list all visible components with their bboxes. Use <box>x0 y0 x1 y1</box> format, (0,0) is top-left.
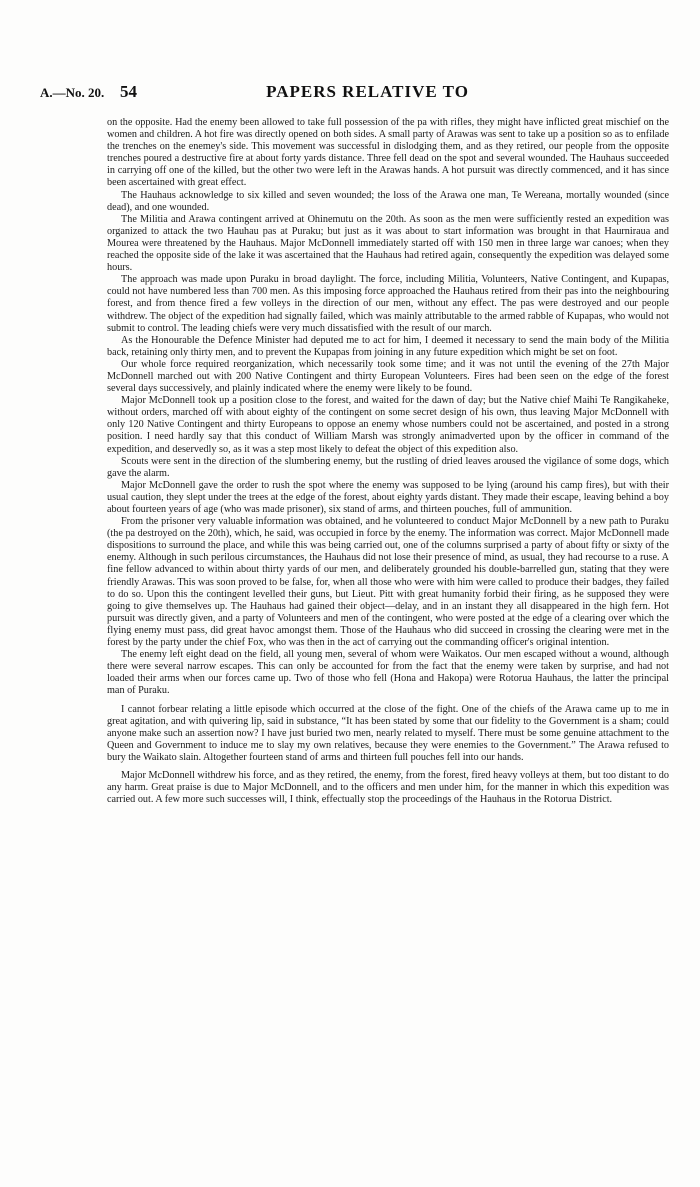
paragraph: Scouts were sent in the direction of the slumbering enemy, but the rustling of dried leaves aroused the vigilance of some dogs, which gave the alarm. <box>107 455 669 479</box>
paragraph: As the Honourable the Defence Minister had deputed me to act for him, I deemed it necessary to send the main body of the Militia back, retaining only thirty men, and to prevent the Kupapas from joining in any future expedition which might be set on foot. <box>107 334 669 358</box>
paragraph: The Hauhaus acknowledge to six killed and seven wounded; the loss of the Arawa one man, Te Wereana, mortally wounded (since dead), and one wounded. <box>107 189 669 213</box>
paragraph: The approach was made upon Puraku in broad daylight. The force, including Militia, Volunteers, Native Contingent, and Kupapas, could not have numbered less than 700 men. As this imposing force approached the Hauhaus retired from their pas into the neighbouring forest, and from thence fired a few volleys in the direction of our men, without any effect. The pas were destroyed and our people withdrew. The object of the expedition had signally failed, which was mainly attributable to the armed rabble of Kupapas, who would not submit to control. The leading chiefs were very much dissatisfied with the result of our march. <box>107 274 669 334</box>
paragraph: The enemy left eight dead on the field, all young men, several of whom were Waikatos. Our men escaped without a wound, although there were several narrow escapes. This can only be accounted for from the fact that the enemy were taken by surprise, and had not loaded their arms when our forces came up. Two of those who fell (Hona and Hakopa) were Rotorua Hauhaus, the latter the principal man of Puraku. <box>107 649 669 697</box>
paragraph: Major McDonnell took up a position close to the forest, and waited for the dawn of day; but the Native chief Maihi Te Rangikaheke, without orders, marched off with about eighty of the contingent on some secret design of his own, thus leaving Major McDonnell with only 120 Native Contingent and thirty Europeans to oppose an enemy whose numbers could not be ascertained, and posted in a strong position. I need hardly say that this conduct of William Marsh was strongly animadverted upon by the officer in command of the expedition, and deservedly so, as it was a step most likely to defeat the object of this expedition also. <box>107 395 669 455</box>
paragraph: Major McDonnell gave the order to rush the spot where the enemy was supposed to be lying (around his camp fires), but with their usual caution, they slept under the trees at the edge of the forest, about eighty yards distant. They made their escape, leaving behind a boy about fourteen years of age (who was made prisoner), six stand of arms, and thirteen pouches, full of ammunition. <box>107 479 669 515</box>
body-text <box>107 117 669 806</box>
paragraph: Major McDonnell withdrew his force, and as they retired, the enemy, from the forest, fired heavy volleys at them, but too distant to do any harm. Great praise is due to Major McDonnell, and to the officers and men under him, for the manner in which this expedition was carried out. A few more such successes will, I think, effectually stop the proceedings of the Hauhaus in the Rotorua District. <box>107 769 669 806</box>
document-reference: A.—No. 20. <box>40 85 105 100</box>
paragraph: I cannot forbear relating a little episode which occurred at the close of the fight. One of the chiefs of the Arawa came up to me in great agitation, and with quivering lip, said in substance, “It has been stated by some that our fidelity to the Government is a sham; could anyone make such an assertion now? I have just buried two men, nearly related to myself. There must be some genuine attachment to the Queen and Government to induce me to slay my own relatives, because they were enemies to the Government.” The Arawa refused to bury the Waikato slain. Altogether fourteen stand of arms and thirteen full pouches fell into our hands. <box>107 703 669 763</box>
page-number: 54 <box>120 82 137 101</box>
paragraph: Our whole force required reorganization, which necessarily took some time; and it was not until the evening of the 27th Major McDonnell marched out with 200 Native Contingent and thirty European Volunteers. Fires had been seen on the edge of the forest several days successively, and plainly indicated where the enemy were likely to be found. <box>107 358 669 395</box>
paragraph: on the opposite. Had the enemy been allowed to take full possession of the pa with rifles, they might have inflicted great mischief on the women and children. A hot fire was directly opened on both sides. A small party of Arawas was sent to take up a position so as to enfilade the trenches on the enemey's side. This movement was successful in dislodging them, and as they retired, our people from the opposite trenches poured a destructive fire at about forty yards distance. Three fell dead on the spot and several wounded. The Hauhaus succeeded in carrying off one of the killed, but the other two were left in the Arawas hands. A hot pursuit was directly commenced, and it has since been ascertained with great effect. <box>107 117 669 189</box>
paragraph: From the prisoner very valuable information was obtained, and he volunteered to conduct Major McDonnell by a new path to Puraku (the pa destroyed on the 20th), which, he said, was occupied in force by the enemy. The information was correct. Major McDonnell made dispositions to surround the place, and while this was being carried out, one of the columns surprised a party of about fifty or sixty of the enemy. Although in such perilous circumstances, the Hauhaus did not lose their presence of mind, as usual, they had recourse to a ruse. A fine fellow advanced to within about thirty yards of our men, and deliberately grounded his double-barrelled gun, stating that they were friendly Arawas. This was soon proved to be false, for, when all those who were with him were called to produce their badges, they failed to do so. Upon this the contingent levelled their guns, but Lieut. Pitt with great humanity forbid their firing, as he supposed they were going to give themselves up. The Hauhaus had gained their object—delay, and in an instant they all disappeared in the high fern. Hot pursuit was directly given, and a party of Volunteers and men of the contingent, who were posted at the edge of a clearing over which the flying enemy must pass, did great havoc amongst them. Those of the Hauhaus who did succeed in crossing the clearing were met in the forest by the party under the chief Fox, who was then in the act of carrying out the commanding officer's original intention. <box>107 516 669 649</box>
running-title: PAPERS RELATIVE TO <box>266 82 469 101</box>
page-header <box>40 82 665 104</box>
paragraph: The Militia and Arawa contingent arrived at Ohinemutu on the 20th. As soon as the men were sufficiently rested an expedition was organized to attack the two Hauhau pas at Puraku; but just as it was about to start information was brought in that Haurniraua and Mourea were threatened by the Hauhaus. Major McDonnell immediately started off with 150 men in three large war canoes; when they reached the opposite side of the lake it was ascertained that the Hauhaus had retired again, consequently the expedition was delayed some hours. <box>107 213 669 274</box>
